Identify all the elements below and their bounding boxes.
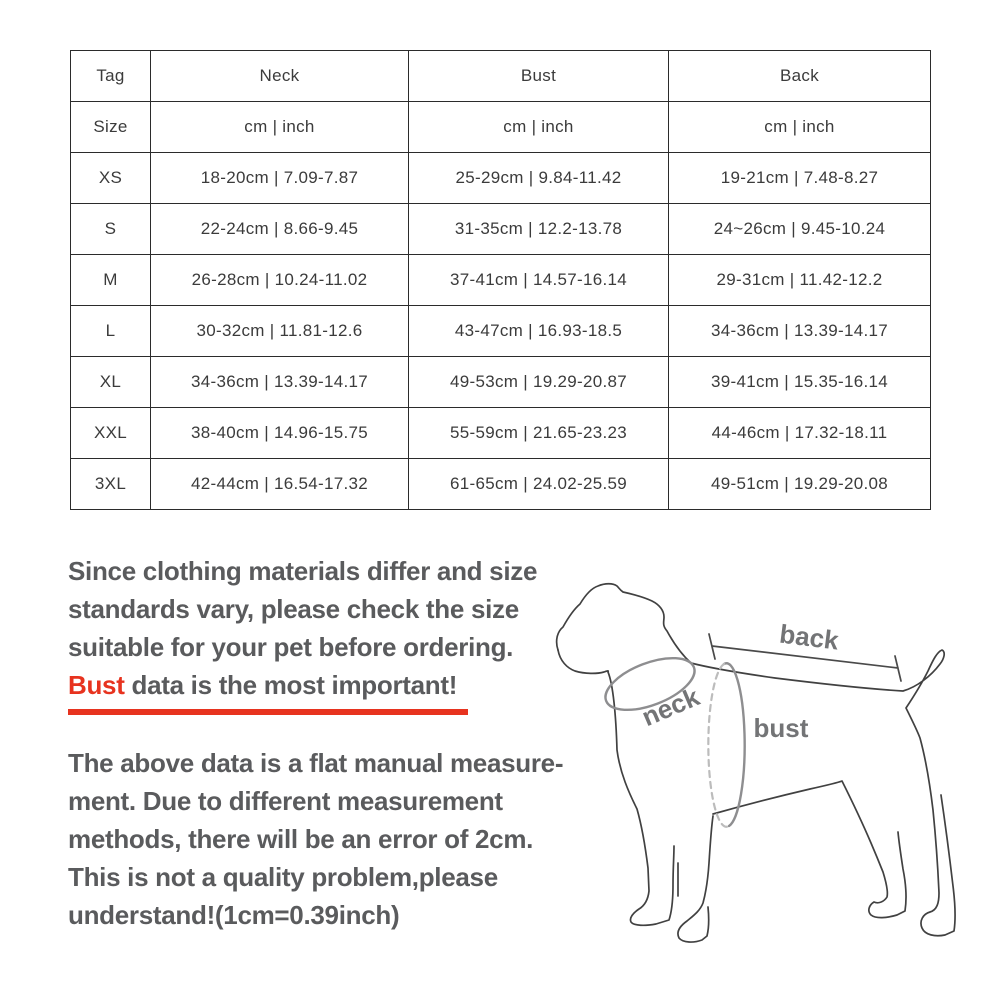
neck-cell: 34-36cm | 13.39-14.17 — [151, 357, 409, 408]
back-label: back — [777, 618, 841, 656]
size-cell: 3XL — [71, 459, 151, 510]
note-line-rest: data is the most important! — [124, 670, 458, 700]
note-line: methods, there will be an error of 2cm. — [68, 824, 534, 854]
dog-outline — [557, 584, 955, 936]
bust-cell: 49-53cm | 19.29-20.87 — [409, 357, 669, 408]
bust-measure-ring — [724, 663, 745, 826]
size-cell: XL — [71, 357, 151, 408]
size-cell: M — [71, 255, 151, 306]
neck-cell: 22-24cm | 8.66-9.45 — [151, 204, 409, 255]
note-line: Since clothing materials differ and size — [68, 556, 538, 586]
back-cell: 49-51cm | 19.29-20.08 — [669, 459, 931, 510]
bust-highlight-text: Bust — [68, 670, 125, 700]
note-line: understand!(1cm=0.39inch) — [68, 900, 400, 930]
measurement-disclaimer-paragraph — [68, 744, 563, 934]
back-cell: 44-46cm | 17.32-18.11 — [669, 408, 931, 459]
back-cell: 19-21cm | 7.48-8.27 — [669, 153, 931, 204]
table-row — [71, 255, 931, 306]
neck-cell: 26-28cm | 10.24-11.02 — [151, 255, 409, 306]
back-cell: 24~26cm | 9.45-10.24 — [669, 204, 931, 255]
neck-cell: 30-32cm | 11.81-12.6 — [151, 306, 409, 357]
bust-cell: 43-47cm | 16.93-18.5 — [409, 306, 669, 357]
back-cell: 29-31cm | 11.42-12.2 — [669, 255, 931, 306]
units-neck-cell: cm | inch — [151, 102, 409, 153]
dog-belly-hindleg — [713, 781, 906, 918]
col-header-neck: Neck — [151, 51, 409, 102]
table-row — [71, 357, 931, 408]
note-line: standards vary, please check the size — [68, 594, 519, 624]
note-line: suitable for your pet before ordering. — [68, 632, 514, 662]
note-line: ment. Due to different measurement — [68, 786, 503, 816]
bust-cell: 31-35cm | 12.2-13.78 — [409, 204, 669, 255]
neck-cell: 18-20cm | 7.09-7.87 — [151, 153, 409, 204]
col-header-bust: Bust — [409, 51, 669, 102]
corner-size-cell: Size — [71, 102, 151, 153]
back-cell: 39-41cm | 15.35-16.14 — [669, 357, 931, 408]
bust-measure-ring-dashed — [708, 664, 729, 827]
size-cell: S — [71, 204, 151, 255]
size-cell: XXL — [71, 408, 151, 459]
table-row — [71, 306, 931, 357]
corner-tag-cell: Tag — [71, 51, 151, 102]
bust-label: bust — [753, 713, 809, 743]
note-line: This is not a quality problem,please — [68, 862, 498, 892]
table-header-row — [71, 51, 931, 102]
dog-far-frontleg — [678, 816, 713, 942]
back-cell: 34-36cm | 13.39-14.17 — [669, 306, 931, 357]
bust-cell: 25-29cm | 9.84-11.42 — [409, 153, 669, 204]
red-underline-bar — [68, 709, 468, 715]
dog-chest-frontleg — [558, 650, 674, 925]
note-line: The above data is a flat manual measure- — [68, 748, 564, 778]
dog-measurement-diagram — [540, 560, 990, 970]
table-row — [71, 459, 931, 510]
size-cell: XS — [71, 153, 151, 204]
units-bust-cell: cm | inch — [409, 102, 669, 153]
neck-cell: 38-40cm | 14.96-15.75 — [151, 408, 409, 459]
table-row — [71, 153, 931, 204]
table-row — [71, 204, 931, 255]
neck-label: neck — [637, 681, 704, 733]
note-line — [68, 666, 537, 704]
size-chart-table — [70, 50, 931, 510]
neck-cell: 42-44cm | 16.54-17.32 — [151, 459, 409, 510]
bust-cell: 37-41cm | 14.57-16.14 — [409, 255, 669, 306]
units-back-cell: cm | inch — [669, 102, 931, 153]
table-units-row — [71, 102, 931, 153]
table-row — [71, 408, 931, 459]
sizing-advice-paragraph — [68, 552, 537, 704]
size-cell: L — [71, 306, 151, 357]
col-header-back: Back — [669, 51, 931, 102]
bust-cell: 55-59cm | 21.65-23.23 — [409, 408, 669, 459]
bust-cell: 61-65cm | 24.02-25.59 — [409, 459, 669, 510]
